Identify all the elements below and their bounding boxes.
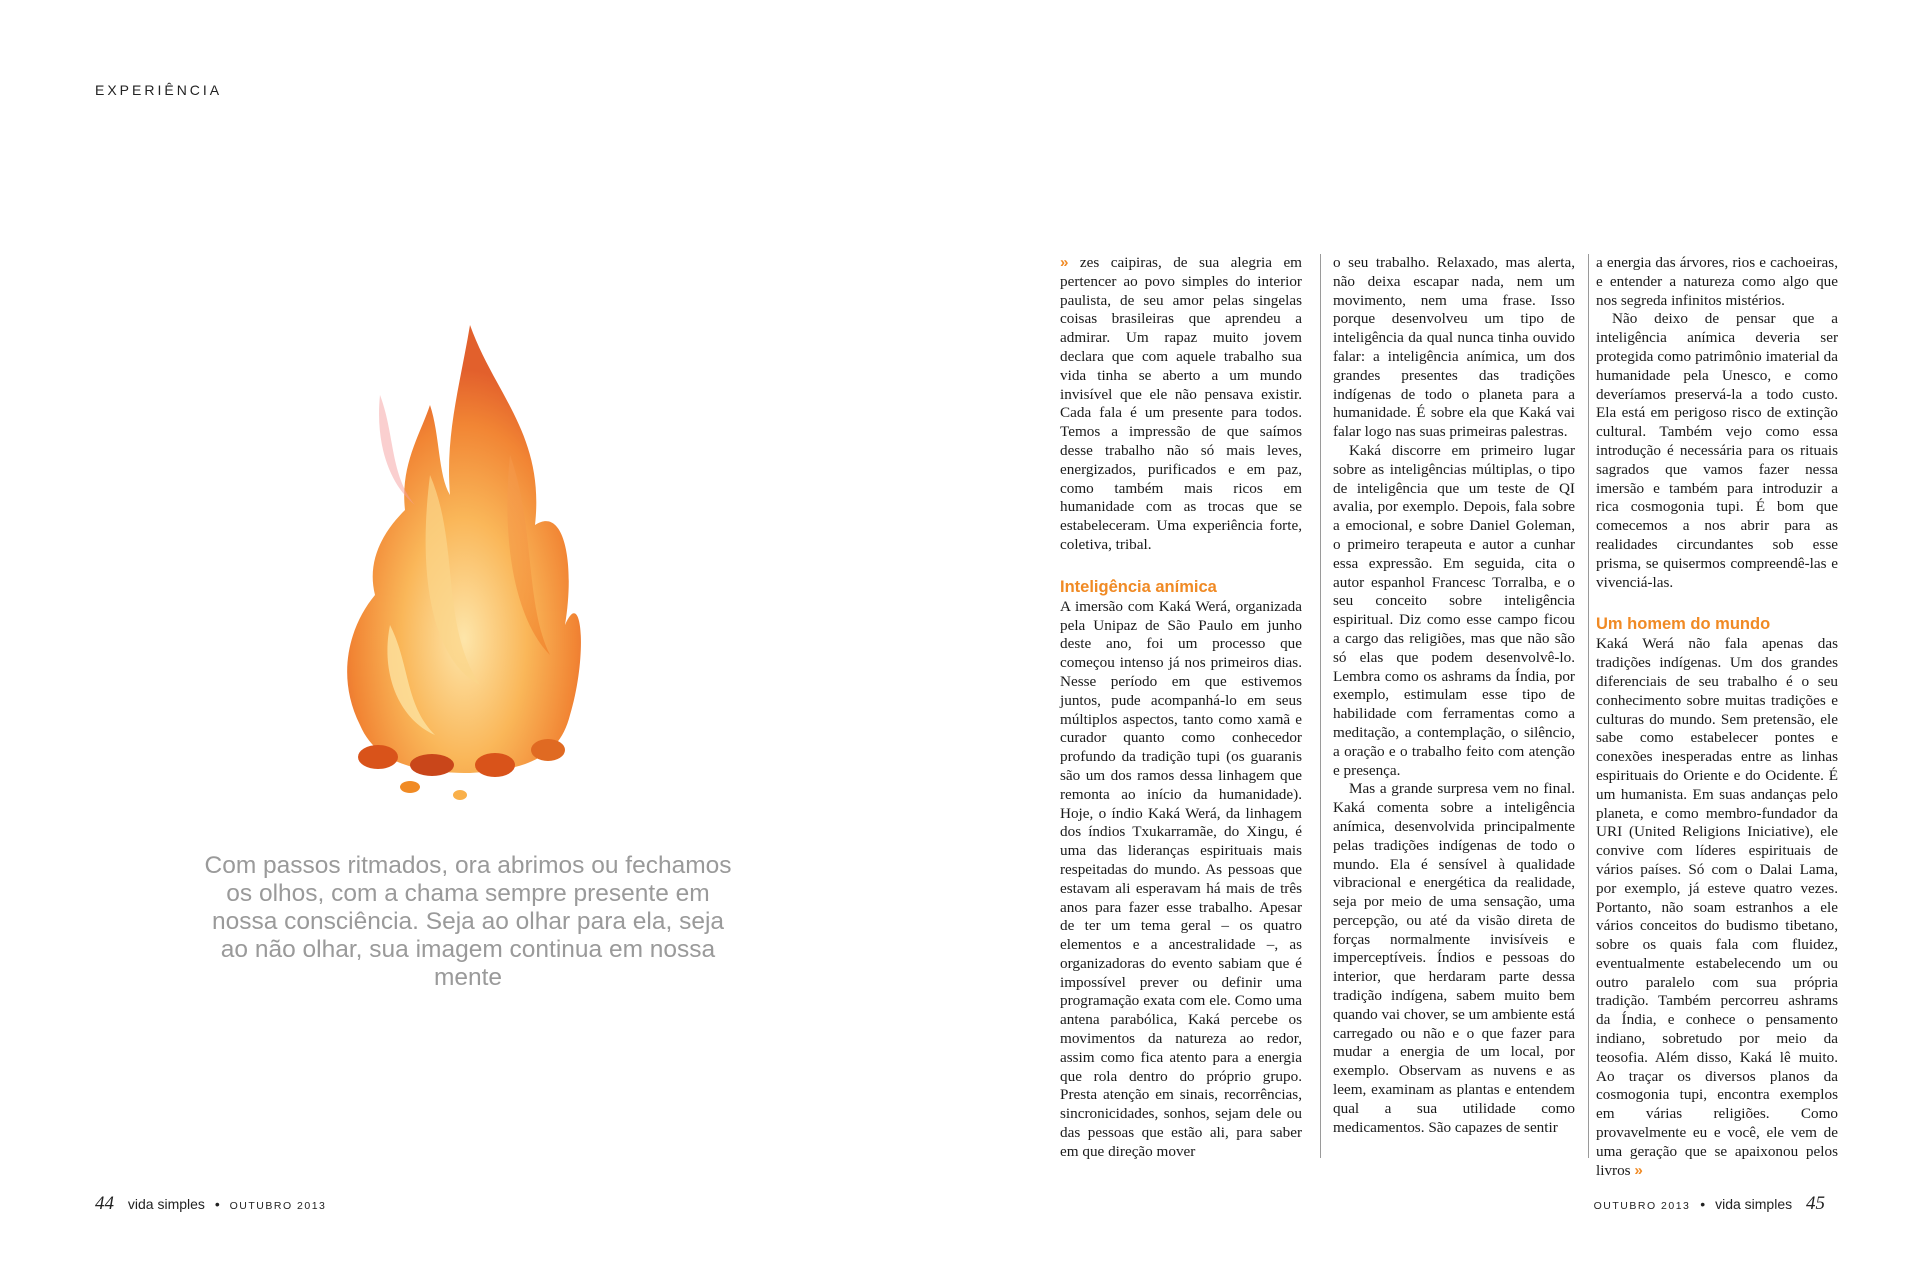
section-label: EXPERIÊNCIA: [95, 82, 223, 98]
continue-arrow-icon: »: [1060, 254, 1069, 271]
separator-dot: •: [1700, 1196, 1706, 1212]
paragraph: A imersão com Kaká Werá, organizada pela Unipaz de São Paulo em junho deste ano, foi um processo que começou intenso já nos primeiros dias. Nesse período em que estivemos juntos, pude acompanhá-lo em seus múltiplos aspectos, tanto como xamã e curador quanto como conhecedor profundo da tradição tupi (os guaranis são um dos ramos dessa linhagem que remonta ao início da humanidade). Hoje, o índio Kaká Werá, da linhagem dos índios Txukarramãe, do Xingu, é uma das lideranças espirituais mais respeitadas do mundo. As pessoas que estavam ali esperavam há mais de três anos para fazer esse trabalho. Apesar de ter um tema geral – os quatro elementos e a ancestralidade –, as organizadoras do evento sabiam que é impossível prever ou definir uma programação exata com ele. Como uma antena parabólica, Kaká percebe os movimentos da natureza ao redor, assim como fica atento para a energia que rola dentro do próprio grupo. Presta atenção em sinais, recorrências, sincronicidades, sonhos, sejam dele ou das pessoas que estão ali, para saber em que direção mover: [1060, 597, 1302, 1160]
magazine-name: vida simples: [127, 1196, 205, 1212]
issue-date: OUTUBRO 2013: [229, 1200, 327, 1212]
page-number-left: 44: [95, 1193, 114, 1214]
illustration-caption: Com passos ritmados, ora abrimos ou fechamos os olhos, com a chama sempre presente em nossa consciência. Seja ao olhar para ela, seja ao não olhar, sua imagem continua em nossa mente: [204, 852, 732, 991]
column-3: [1596, 254, 1838, 1179]
end-arrow-icon: »: [1634, 1161, 1643, 1179]
column-divider: [1320, 254, 1321, 1158]
issue-date: OUTUBRO 2013: [1593, 1200, 1691, 1212]
magazine-name: vida simples: [1715, 1196, 1793, 1212]
paragraph: Não deixo de pensar que a inteligência anímica deveria ser protegida como patrimônio imaterial da humanidade pela Unesco, e como deveríamos preservá-la a todo custo. Ela está em perigoso risco de extinção cultural. Também vejo como essa introdução é necessária para os rituais sagrados que vamos fazer nessa imersão e também para introduzir a rica cosmogonia tupi. É bom que comecemos a nos abrir para as realidades circundantes sob esse prisma, se quisermos compreendê-las e vivenciá-las.: [1596, 310, 1838, 591]
column-1: [1060, 254, 1302, 1158]
paragraph: » zes caipiras, de sua alegria em pertencer ao povo simples do interior paulista, de seu amor pelas singelas coisas brasileiras que aprendeu a admirar. Um rapaz muito jovem declara que com aquele trabalho sua vida tinha se aberto a um mundo invisível que ele não pensava existir. Cada fala é um presente para todos. Temos a impressão de que saímos desse trabalho não só mais leves, energizados, purificados e em paz, como também mais ricos em humanidade com as trocas que se estabeleceram. Uma experiência forte, coletiva, tribal.: [1060, 254, 1302, 553]
paragraph: Mas a grande surpresa vem no final. Kaká comenta sobre a inteligência anímica, desenvolvida principalmente pelas tradições indígenas de todo o mundo. Ela é sensível à qualidade vibracional e energética da realidade, seja por meio de uma sensação, uma percepção, ou até da visão direta de forças normalmente invisíveis e imperceptíveis. Índios e pessoas do interior, que herdaram parte dessa tradição indígena, sabem muito bem quando vai chover, se um ambiente está carregado ou não e o que fazer para mudar a energia de um local, por exemplo. Observam as nuvens e as leem, examinam as plantas e entendem qual a sua utilidade como medicamentos. São capazes de sentir: [1333, 780, 1575, 1136]
page-number-right: 45: [1806, 1193, 1825, 1214]
paragraph: a energia das árvores, rios e cachoeiras, e entender a natureza como algo que nos segreda infinitos mistérios.: [1596, 254, 1838, 309]
column-divider: [1588, 254, 1589, 1158]
paragraph: o seu trabalho. Relaxado, mas alerta, não deixa escapar nada, nem um movimento, nem uma frase. Isso porque desenvolveu um tipo de inteligência da qual nunca tinha ouvido falar: a inteligência anímica, um dos grandes presentes das tradições indígenas de todo o planeta para a humanidade. É sobre ela que Kaká vai falar logo nas suas primeiras palestras.: [1333, 254, 1575, 441]
campfire-illustration: [320, 325, 590, 830]
paragraph: Kaká Werá não fala apenas das tradições indígenas. Um dos grandes diferenciais de seu trabalho é o seu conhecimento sobre muitas tradições e culturas do mundo. Sem pretensão, ele sabe como estabelecer pontes e conexões inesperadas entre as linhas espirituais do Oriente e do Ocidente. É um humanista. Em suas andanças pelo planeta, e como membro-fundador da URI (United Religions Iniciative), ele convive com líderes espirituais de vários países. Só com o Dalai Lama, por exemplo, já esteve quatro vezes. Portanto, não soam estranhos a ele vários conceitos do budismo tibetano, sobre os quais fala com fluidez, eventualmente estabelecendo um ou outro paralelo com sua própria tradição. Também percorreu ashrams da Índia, e conhece o pensamento indiano, sobretudo por meio da teosofia. Além disso, Kaká lê muito. Ao traçar os diversos planos da cosmogonia tupi, encontra exemplos em várias religiões. Como provavelmente eu e você, ele vem de uma geração que se apaixonou pelos livros »: [1596, 635, 1838, 1179]
subhead-inteligencia-animica: Inteligência anímica: [1060, 577, 1217, 596]
subhead-um-homem-do-mundo: Um homem do mundo: [1596, 615, 1771, 634]
paragraph: Kaká discorre em primeiro lugar sobre as inteligências múltiplas, o tipo de inteligência que um teste de QI avalia, por exemplo. Depois, fala sobre a emocional, e sobre Daniel Goleman, o primeiro terapeuta e autor a cunhar essa expressão. Em seguida, cita o autor espanhol Francesc Torralba, e o seu conceito sobre inteligência espiritual. Diz como esse campo ficou a cargo das religiões, mas que não são só elas que podem desenvolvê-lo. Lembra como os ashrams da Índia, por exemplo, estimulam esse tipo de habilidade com ferramentas como a meditação, a contemplação, o silêncio, a oração e o trabalho feito com atenção e presença.: [1333, 441, 1575, 779]
footer-left: [95, 1193, 326, 1215]
column-2: [1333, 254, 1575, 1158]
article-body: [1060, 254, 1838, 1179]
footer-right: [1594, 1193, 1825, 1215]
separator-dot: •: [214, 1196, 220, 1212]
